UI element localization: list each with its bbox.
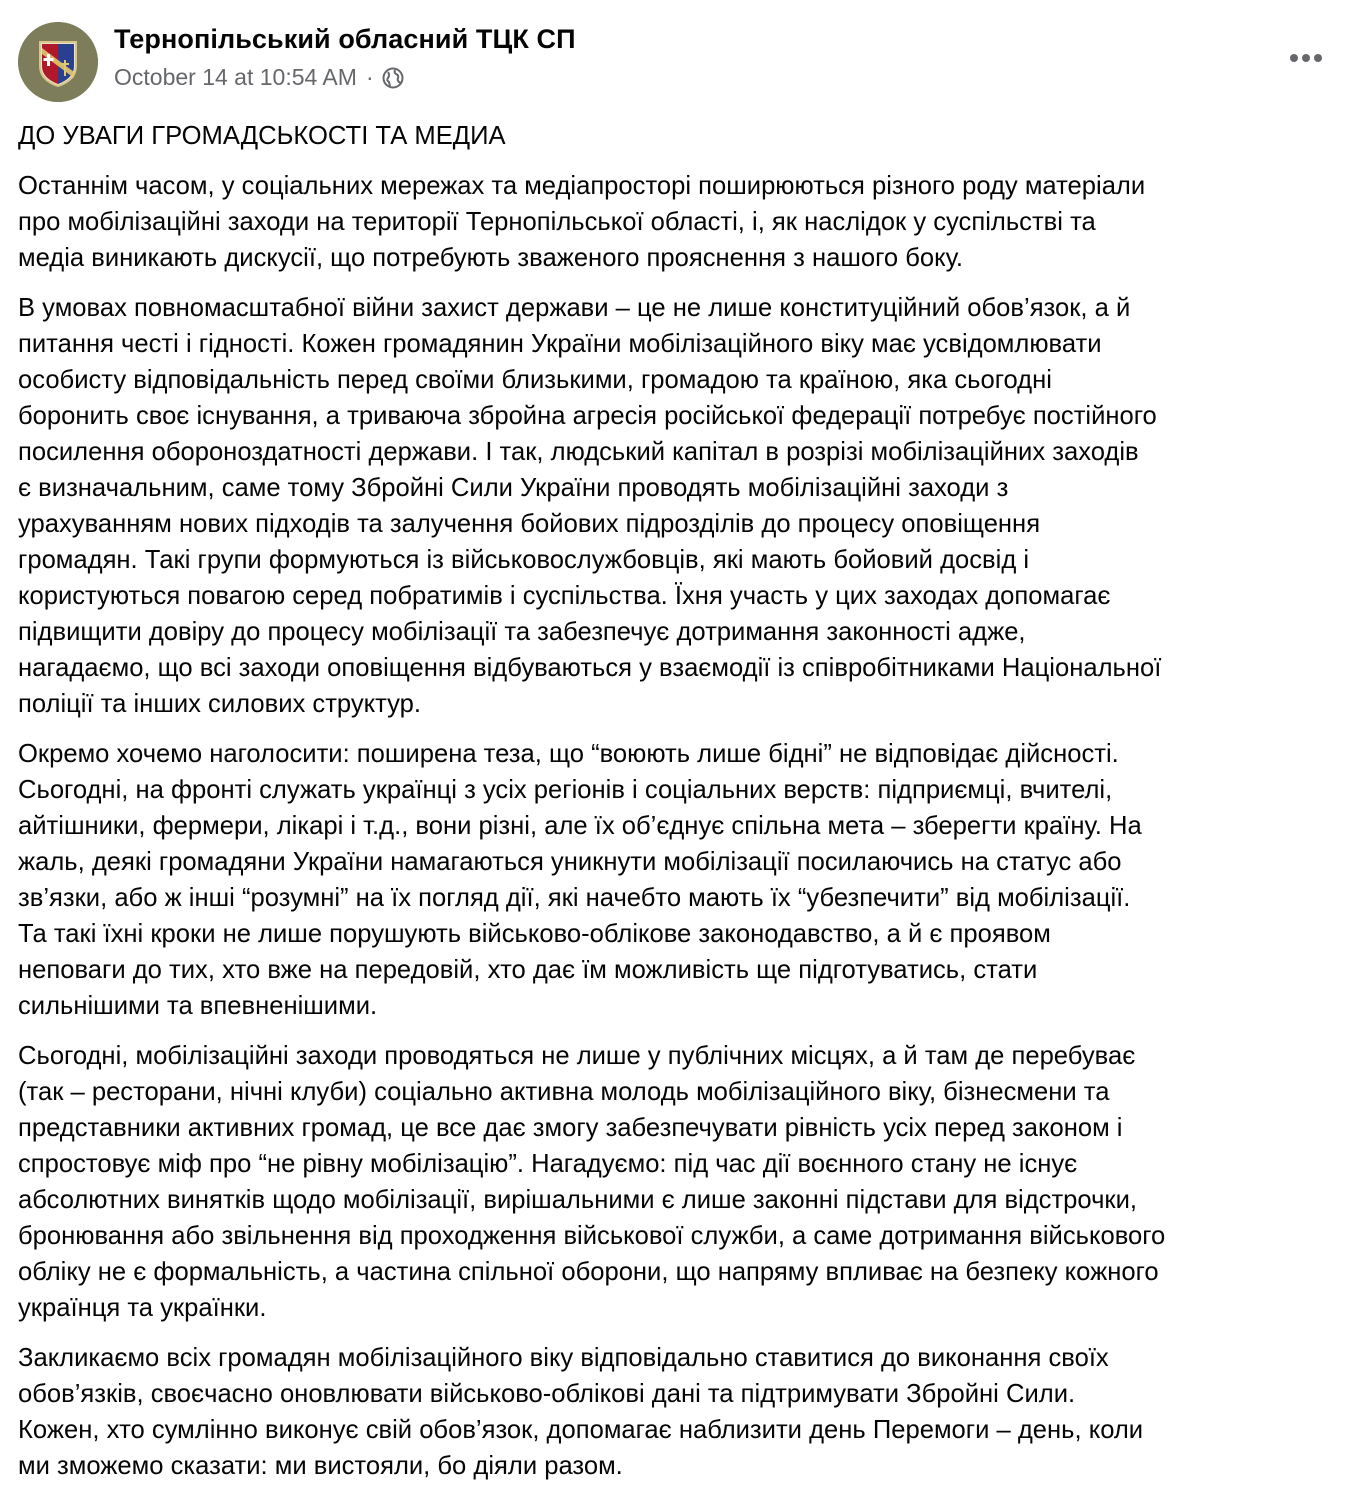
page-name[interactable]: Тернопільський обласний ТЦК СП xyxy=(114,24,576,54)
post-paragraph: В умовах повномасштабної війни захист держави – це не лише конституційний обов’язок, а й питання честі і гідності. Кожен громадянин України мобілізаційного віку має усвідомлювати особисту відповідальність перед своїми близькими, громадою та країною, яка сьогодні боронить своє існування, а триваюча збройна агресія російської федерації потребує постійного посилення обороноздатності держави. І так, людський капітал в розрізі мобілізаційних заходів є визначальним, саме тому Збройні Сили України проводять мобілізаційні заходи з урахуванням нових підходів та залучення бойових підрозділів до процесу оповіщення громадян. Такі групи формуються із військовослужбовців, які мають бойовий досвід і користуються повагою серед побратимів і суспільства. Їхня участь у цих заходах допомагає підвищити довіру до процесу мобілізації та забезпечує дотримання законності адже, нагадаємо, що всі заходи оповіщення відбуваються у взаємодії із співробітниками Національної поліції та інших силових структур. xyxy=(18,294,1162,718)
post-header xyxy=(18,20,1332,104)
meta-separator: · xyxy=(365,64,374,90)
post-timestamp[interactable]: October 14 at 10:54 AM xyxy=(114,64,357,90)
shield-emblem-icon xyxy=(18,22,98,102)
post-paragraph: Сьогодні, мобілізаційні заходи проводяться не лише у публічних місцях, а й там де перебуває (так – ресторани, нічні клуби) соціально активна молодь мобілізаційного віку, бізнесмени та представники активних громад, це все дає змогу забезпечувати рівність усіх перед законом і спростовує міф про “не рівну мобілізацію”. Нагадуємо: під час дії воєнного стану не існує абсолютних винятків щодо мобілізації, вирішальними є лише законні підстави для відстрочки, бронювання або звільнення від проходження військової служби, а саме дотримання військового обліку не є формальність, а частина спільної оборони, що напряму впливає на безпеку кожного українця та українки. xyxy=(18,1042,1166,1322)
post-paragraph: Останнім часом, у соціальних мережах та медіапросторі поширюються різного роду матеріали про мобілізаційні заходи на території Тернопільської області, і, як наслідок у суспільстві та медіа виникають дискусії, що потребують зваженого прояснення з нашого боку. xyxy=(18,172,1146,272)
post-meta xyxy=(114,64,405,91)
more-horizontal-icon xyxy=(1288,53,1324,63)
post-heading: ДО УВАГИ ГРОМАДСЬКОСТІ ТА МЕДИА xyxy=(18,122,506,150)
page-avatar[interactable] xyxy=(18,22,98,102)
globe-icon[interactable] xyxy=(381,66,405,90)
post-paragraph: Окремо хочемо наголосити: поширена теза, що “воюють лише бідні” не відповідає дійсності. Сьогодні, на фронті служать українці з усіх регіонів і соціальних верств: підприємці, вчителі, айтішники, фермери, лікарі і т.д., вони різні, але їх об’єднує спільна мета – зберегти країну. На жаль, деякі громадяни України намагаються уникнути мобілізації посилаючись на статус або зв’язки, або ж інші “розумні” на їх погляд дії, які начебто мають їх “убезпечити” від мобілізації. Та такі їхні кроки не лише порушують військово-облікове законодавство, а й є проявом неповаги до тих, хто вже на передовій, хто дає їм можливість ще підготуватись, стати сильнішими та впевненішими. xyxy=(18,740,1142,1020)
post-body xyxy=(18,118,1340,1498)
post-paragraph: Закликаємо всіх громадян мобілізаційного віку відповідально ставитися до виконання своїх обов’язків, своєчасно оновлювати військово-облікові дані та підтримувати Збройні Сили. Кожен, хто сумлінно виконує свій обов’язок, допомагає наблизити день Перемоги – день, коли ми зможемо сказати: ми вистояли, бо діяли разом. xyxy=(18,1344,1144,1480)
more-options-button[interactable] xyxy=(1286,42,1326,74)
